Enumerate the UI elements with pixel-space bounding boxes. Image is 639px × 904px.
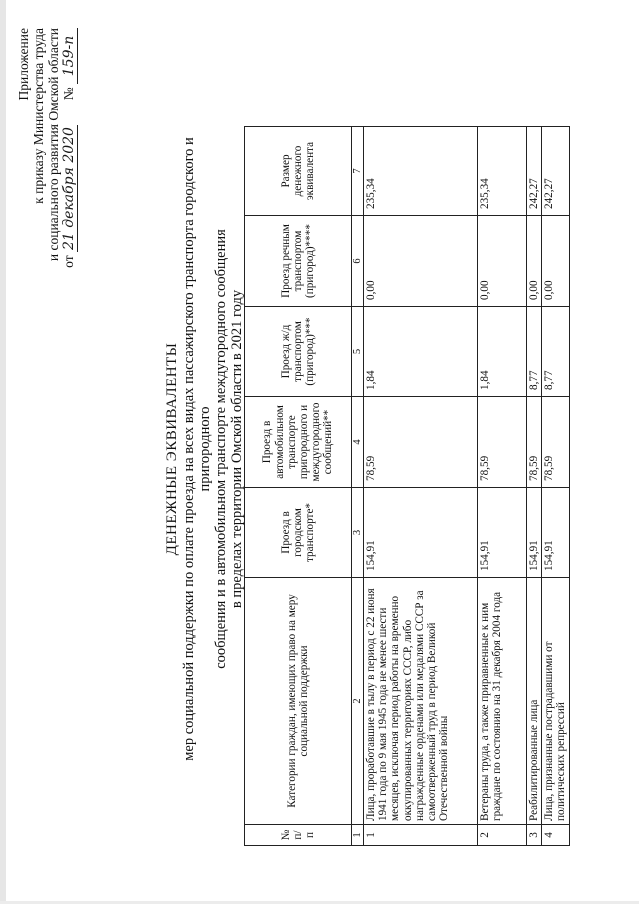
row-number: 4 (542, 825, 569, 846)
row-auto-value: 78,59 (478, 397, 527, 488)
appendix-line-3: и социального развития Омской области (46, 28, 61, 262)
table-row (478, 127, 527, 846)
handwritten-number: 159-п (62, 28, 78, 84)
number-prefix: № (61, 87, 76, 101)
row-river-value: 0,00 (542, 216, 569, 307)
column-number-row (352, 127, 364, 846)
row-number: 1 (364, 825, 478, 846)
header-river-transport: Проезд речным транспортом (пригород)**** (245, 216, 352, 307)
column-number: 2 (352, 578, 364, 825)
header-number: № п/п (245, 825, 352, 846)
row-rail-value: 8,77 (542, 307, 569, 397)
row-river-value: 0,00 (527, 216, 542, 307)
column-number: 7 (352, 127, 364, 216)
row-category: Реабилитированные лица (527, 578, 542, 825)
row-total-value: 235,34 (364, 127, 478, 216)
row-rail-value: 1,84 (364, 307, 478, 397)
document-heading (164, 104, 245, 794)
heading-line-2: мер социальной поддержки по оплате проезда на всех видах пассажирского транспорта городского и пригородного (181, 137, 213, 761)
header-rail-transport: Проезд ж/д транспортом (пригород)*** (245, 307, 352, 397)
document-title: ДЕНЕЖНЫЕ ЭКВИВАЛЕНТЫ (164, 342, 180, 556)
row-auto-value: 78,59 (527, 397, 542, 488)
column-number: 3 (352, 488, 364, 578)
table-row (527, 127, 542, 846)
row-city-value: 154,91 (364, 488, 478, 578)
heading-line-4: в пределах территории Омской области в 2021 году (229, 289, 245, 609)
row-auto-value: 78,59 (364, 397, 478, 488)
header-total: Размер денежного эквивалента (245, 127, 352, 216)
row-city-value: 154,91 (527, 488, 542, 578)
appendix-date-line (61, 28, 78, 268)
row-category: Лица, проработавшие в тылу в период с 22 июня 1941 года по 9 мая 1945 года не менее шести месяцев, исключая период работы на временно оккупированных территориях СССР, либо награжденные орденами или медалями СССР за самоотверженный труд в период Великой Отечественной войны (364, 578, 478, 825)
appendix-block (16, 28, 78, 268)
table-row (542, 127, 569, 846)
row-total-value: 242,27 (542, 127, 569, 216)
header-city-transport: Проезд в городском транспорте* (245, 488, 352, 578)
equivalents-table (244, 126, 570, 846)
handwritten-date: 21 декабря 2020 (61, 127, 77, 251)
row-number: 2 (478, 825, 527, 846)
row-city-value: 154,91 (542, 488, 569, 578)
row-total-value: 242,27 (527, 127, 542, 216)
column-number: 1 (352, 825, 364, 846)
row-river-value: 0,00 (364, 216, 478, 307)
header-row (245, 127, 352, 846)
table-row (364, 127, 478, 846)
row-city-value: 154,91 (478, 488, 527, 578)
column-number: 5 (352, 307, 364, 397)
column-number: 4 (352, 397, 364, 488)
row-rail-value: 1,84 (478, 307, 527, 397)
row-total-value: 235,34 (478, 127, 527, 216)
heading-line-3: сообщения и в автомобильном транспорте междугородного сообщения (213, 229, 229, 669)
row-auto-value: 78,59 (542, 397, 569, 488)
column-number: 6 (352, 216, 364, 307)
row-category: Лица, признанные пострадавшими от политических репрессий (542, 578, 569, 825)
appendix-line-2: к приказу Министерства труда (31, 28, 46, 204)
date-prefix: от (61, 255, 76, 268)
appendix-line-1: Приложение (16, 28, 31, 101)
header-auto-transport: Проезд в автомобильном транспорте пригородного и междугородного сообщений** (245, 397, 352, 488)
row-river-value: 0,00 (478, 216, 527, 307)
row-category: Ветераны труда, а также приравненные к ним граждане по состоянию на 31 декабря 2004 года (478, 578, 527, 825)
row-number: 3 (527, 825, 542, 846)
row-rail-value: 8,77 (527, 307, 542, 397)
header-category: Категории граждан, имеющих право на меру социальной поддержки (245, 578, 352, 825)
